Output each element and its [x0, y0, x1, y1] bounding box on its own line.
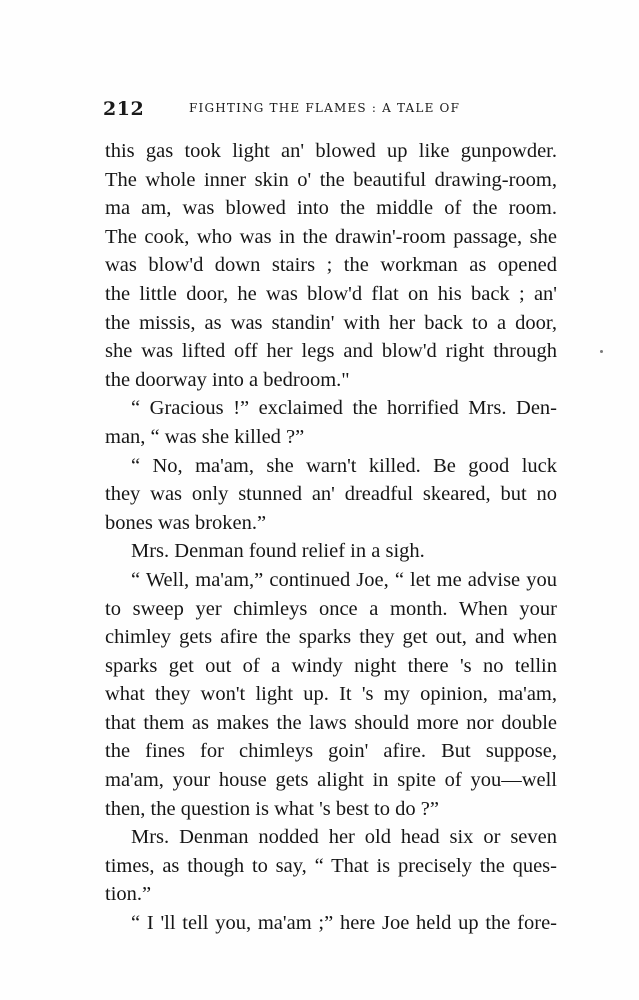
page-header [103, 98, 557, 122]
page-number: 212 [103, 98, 145, 120]
text-line: ma'am, your house gets alight in spite of you—well [105, 769, 557, 792]
text-line: man, “ was she killed ?” [105, 425, 305, 448]
text-line: Mrs. Denman nodded her old head six or seven [131, 826, 557, 849]
text-line: she was lifted off her legs and blow'd right through [105, 340, 557, 363]
text-line: what they won't light up. It 's my opinion, ma'am, [105, 683, 557, 706]
text-line: “ Well, ma'am,” continued Joe, “ let me advise you [131, 568, 557, 591]
text-line: times, as though to say, “ That is precisely the ques- [105, 854, 557, 877]
text-line: then, the question is what 's best to do ?” [105, 797, 439, 820]
text-line: that them as makes the laws should more nor double [105, 711, 557, 734]
text-line: to sweep yer chimleys once a month. When your [105, 597, 557, 620]
text-line: The cook, who was in the drawin'-room passage, she [105, 225, 557, 248]
text-line: this gas took light an' blowed up like gunpowder. [105, 140, 557, 162]
text-line: “ No, ma'am, she warn't killed. Be good luck [131, 454, 557, 477]
running-title: FIGHTING THE FLAMES : A TALE OF [189, 101, 461, 115]
text-line: ma am, was blowed into the middle of the room. [105, 197, 557, 220]
body-text [105, 137, 557, 938]
text-line: “ Gracious !” exclaimed the horrified Mrs. Den- [131, 397, 557, 420]
text-line: “ I 'll tell you, ma'am ;” here Joe held up the fore- [131, 912, 557, 935]
text-line: was blow'd down stairs ; the workman as opened [105, 254, 557, 277]
text-line: Mrs. Denman found relief in a sigh. [131, 540, 425, 563]
text-line: the missis, as was standin' with her back to a door, [105, 311, 557, 334]
text-line: they was only stunned an' dreadful skeared, but no [105, 483, 557, 506]
text-line: the doorway into a bedroom." [105, 368, 350, 391]
text-line: The whole inner skin o' the beautiful drawing-room, [105, 168, 557, 191]
text-line: chimley gets afire the sparks they get out, and when [105, 626, 557, 649]
text-line: sparks get out of a windy night there 's no tellin [105, 654, 557, 677]
text-line: bones was broken.” [105, 511, 267, 534]
text-line: tion.” [105, 883, 152, 906]
text-line: the little door, he was blow'd flat on his back ; an' [105, 282, 557, 305]
paper-speck [600, 350, 603, 353]
text-line: the fines for chimleys goin' afire. But suppose, [105, 740, 557, 763]
